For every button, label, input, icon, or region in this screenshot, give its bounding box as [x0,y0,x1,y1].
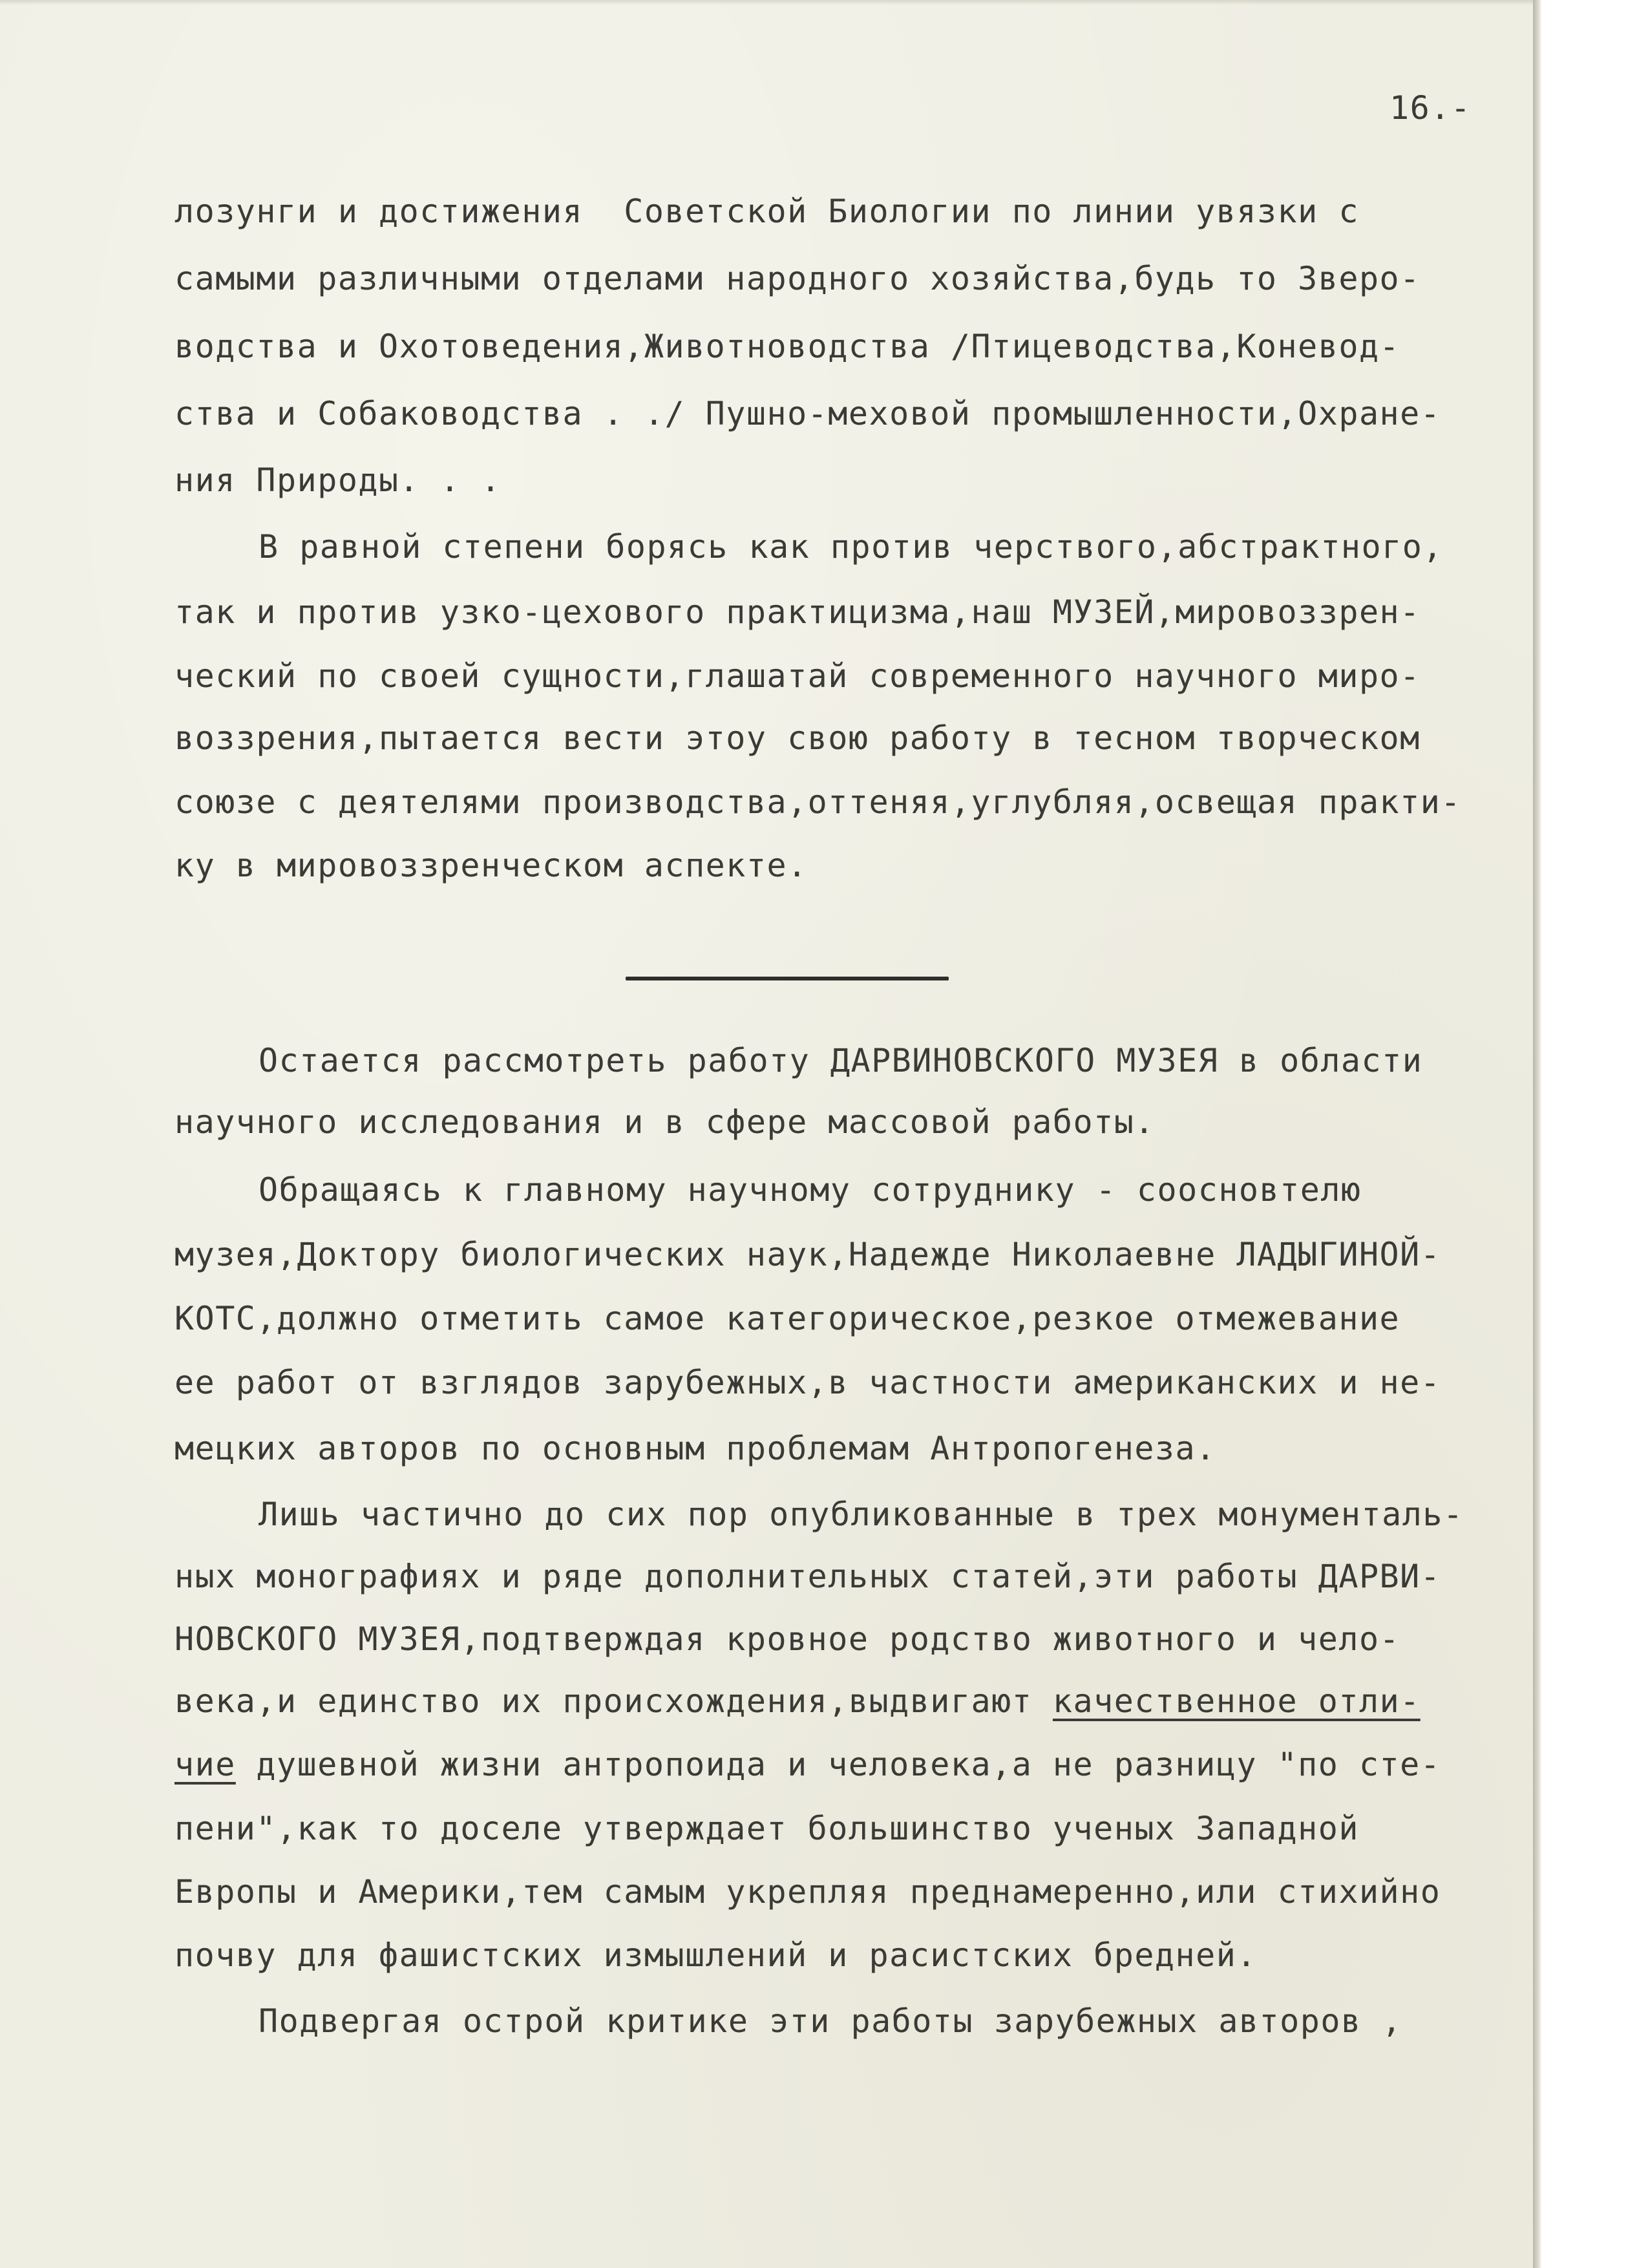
paragraph-3-line-1: Остается рассмотреть работу ДАРВИНОВСКОГО МУЗЕЯ в области [259,1042,1423,1079]
paragraph-2-line-6: ку в мировоззренческом аспекте. [174,847,808,884]
paragraph-5-line-1: Лишь частично до сих пор опубликованные в трех монументаль- [259,1496,1464,1533]
paragraph-5-line-6: пени",как то доселе утверждает большинство ученых Западной [174,1810,1359,1847]
paragraph-5-line-7: Европы и Америки,тем самым укрепляя преднамеренно,или стихийно [174,1873,1441,1911]
page-edge-shadow [1533,0,1542,2268]
paragraph-5-line-5-text: душевной жизни антропоида и человека,а не разницу "по сте- [235,1746,1441,1783]
page-top-shadow [0,0,1533,5]
paragraph-2-line-2: так и против узко-цехового практицизма,наш МУЗЕЙ,мировоззрен- [174,593,1421,631]
paragraph-1-line-3: водства и Охотоведения,Животноводства /Птицеводства,Коневод- [174,328,1400,365]
paragraph-6-line-1: Подвергая острой критике эти работы зарубежных авторов , [259,2002,1402,2040]
paragraph-1-line-1: лозунги и достижения Советской Биологии по линии увязки с [174,193,1359,230]
paragraph-4-line-1: Обращаясь к главному научному сотруднику - соосновтелю [259,1171,1362,1209]
paragraph-5-line-5 [174,1746,1441,1783]
page-number: 16.- [1389,89,1472,127]
paragraph-5-line-3: НОВСКОГО МУЗЕЯ,подтверждая кровное родство животного и чело- [174,1620,1400,1658]
paragraph-2-line-3: ческий по своей сущности,глашатай современного научного миро- [174,657,1421,695]
paragraph-5-line-8: почву для фашистских измышлений и расистских бредней. [174,1936,1257,1974]
paragraph-1-line-5: ния Природы. . . [174,461,502,499]
paragraph-4-line-5: мецких авторов по основным проблемам Антропогенеза. [174,1430,1216,1467]
underlined-phrase-part-1: качественное отли- [1052,1682,1421,1720]
paragraph-1-line-2: самыми различными отделами народного хозяйства,будь то Зверо- [174,260,1421,297]
paragraph-5-line-4-text: века,и единство их происхождения,выдвигают [174,1682,1053,1720]
paragraph-5-line-4 [174,1682,1421,1720]
paragraph-2-line-5: союзе с деятелями производства,оттеняя,углубляя,освещая практи- [174,783,1461,821]
section-divider [626,977,949,980]
paragraph-2-line-4: воззрения,пытается вести этоу свою работу в тесном творческом [174,719,1421,757]
underlined-phrase-part-2: чие [174,1746,236,1783]
paragraph-4-line-2: музея,Доктору биологических наук,Надежде Николаевне ЛАДЫГИНОЙ- [174,1236,1441,1273]
paragraph-4-line-3: КОТС,должно отметить самое категорическое,резкое отмежевание [174,1300,1400,1337]
paragraph-3-line-2: научного исследования и в сфере массовой работы. [174,1103,1155,1141]
paragraph-5-line-2: ных монографиях и ряде дополнительных статей,эти работы ДАРВИ- [174,1558,1441,1595]
paragraph-1-line-4: ства и Собаководства . ./ Пушно-меховой промышленности,Охране- [174,395,1441,432]
paragraph-2-line-1: В равной степени борясь как против черствого,абстрактного, [259,528,1443,566]
paragraph-4-line-4: ее работ от взглядов зарубежных,в частности американских и не- [174,1364,1441,1401]
